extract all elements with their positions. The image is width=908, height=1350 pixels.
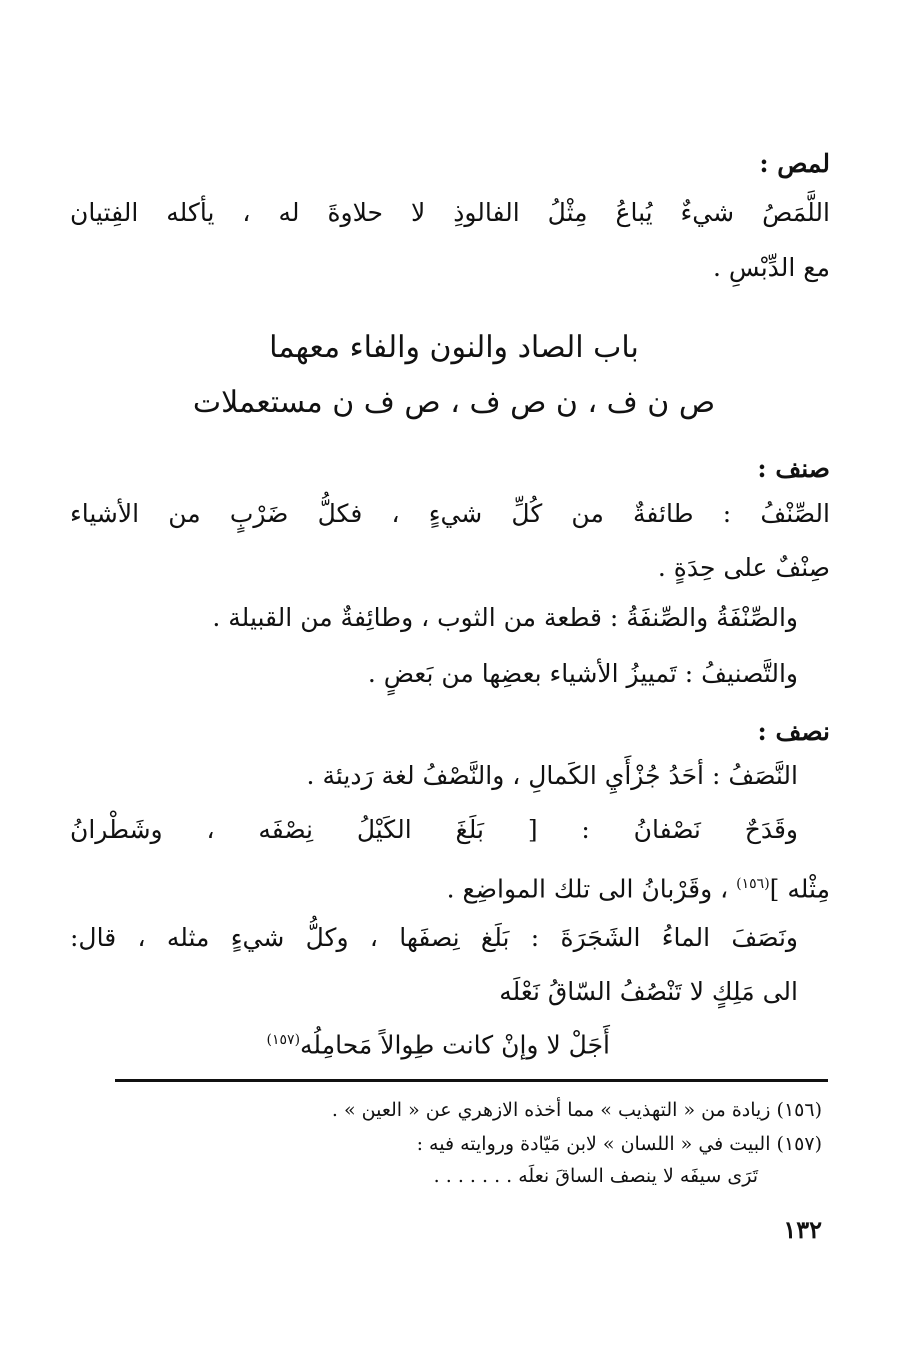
verse-hemistich-2 (70, 1022, 610, 1063)
entry-lms-line-2: مع الدِّبْسِ . (712, 253, 830, 282)
footnote-ref-156: (١٥٦) (736, 876, 770, 892)
page-number: ١٣٢ (783, 1215, 822, 1244)
entry-nsf-line-3-start: مِثْله ] (769, 874, 830, 904)
footnote-156: (١٥٦) زيادة من « التهذيب » مما أخذه الازهري عن « العين » . (331, 1099, 822, 1121)
entry-nsf-line-3-end: ، وقَرْبانُ الى تلك المواضِع . (446, 874, 729, 904)
entry-snf-line-1: الصِّنْفُ : طائفةٌ من كُلِّ شيءٍ ، فكلُّ ضَرْبٍ من الأشياء (70, 499, 830, 528)
entry-nsf-line-1: النَّصَفُ : أحَدُ جُزْأَيِ الكَمالِ ، والنَّصْفُ لغة رَديئة . (306, 761, 798, 790)
entry-heading-snf: صنف : (757, 454, 830, 483)
entry-snf-line-4: والتَّصنيفُ : تَمييزُ الأشياء بعضِها من بَعضٍ . (367, 659, 798, 688)
entry-snf-line-3: والصِّنْفَةُ والصِّنفَةُ : قطعة من الثوب ، وطائِفةٌ من القبيلة . (212, 603, 798, 632)
verse-hemistich-1: الى مَلِكٍ لا تَنْصُفُ السّاقُ نَعْلَه (499, 977, 798, 1006)
entry-nsf-line-2: وقَدَحٌ نَصْفانُ : [ بَلَغَ الكَيْلُ نِصْفَه ، وشَطْرانُ (70, 815, 798, 844)
footnote-157: (١٥٧) البيت في « اللسان » لابن مَيّادة وروايته فيه : (416, 1133, 822, 1155)
entry-heading-lms: لمص : (759, 149, 830, 178)
footnote-ref-157: (١٥٧) (266, 1032, 301, 1048)
entry-heading-nsf: نصف : (757, 717, 830, 746)
footnote-157-verse: تَرَى سيفَه لا ينصف الساقَ نعلَه . . . . . . . (433, 1165, 758, 1187)
entry-lms-line-1: اللَّمَصُ شيءٌ يُباعُ مِثْلُ الفالوذِ لا حلاوةَ له ، يأكله الفِتيان (70, 198, 830, 227)
chapter-subtitle: ص ن ف ، ن ص ف ، ص ف ن مستعملات (192, 385, 716, 420)
footnote-divider (115, 1079, 828, 1082)
verse-hemistich-2-text: أَجَلْ لا وإنْ كانت طِوالاً مَحامِلُه (300, 1030, 610, 1060)
entry-nsf-line-3 (70, 866, 830, 907)
entry-nsf-line-4: ونَصَفَ الماءُ الشَجَرَةَ : بَلَغ نِصفَها ، وكلُّ شيءٍ مثله ، قال: (70, 923, 798, 952)
entry-snf-line-2: صِنْفٌ على حِدَةٍ . (657, 553, 830, 582)
chapter-title: باب الصاد والنون والفاء معهما (269, 330, 639, 365)
